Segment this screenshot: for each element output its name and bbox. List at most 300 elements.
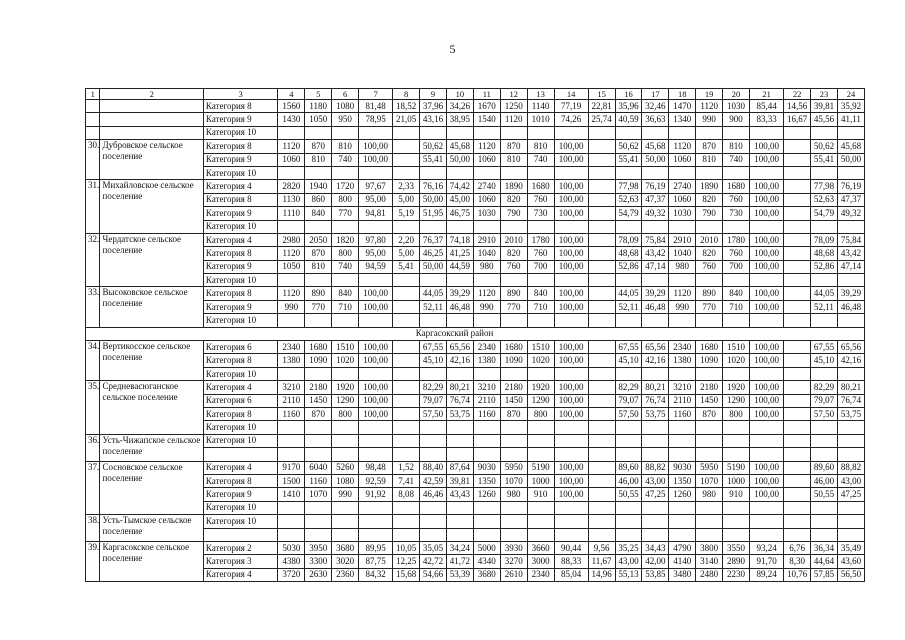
value-cell: 760 bbox=[696, 260, 723, 273]
value-cell: 45,10 bbox=[811, 354, 838, 367]
value-cell: 55,41 bbox=[420, 153, 447, 166]
value-cell: 46,00 bbox=[615, 474, 642, 487]
value-cell: 1160 bbox=[669, 407, 696, 420]
value-cell: 77,19 bbox=[554, 100, 588, 113]
value-cell: 80,21 bbox=[446, 381, 473, 394]
table-row bbox=[86, 140, 865, 153]
value-cell bbox=[642, 528, 669, 541]
value-cell: 100,00 bbox=[359, 287, 393, 300]
value-cell: 2740 bbox=[473, 180, 500, 193]
value-cell: 81,48 bbox=[359, 100, 393, 113]
category-cell: Категория 10 bbox=[203, 421, 277, 434]
value-cell bbox=[86, 113, 100, 126]
value-cell: 1060 bbox=[669, 193, 696, 206]
value-cell: 12,25 bbox=[393, 555, 420, 568]
value-cell: 890 bbox=[305, 287, 332, 300]
value-cell: 45,68 bbox=[642, 140, 669, 153]
value-cell: 46,00 bbox=[811, 474, 838, 487]
value-cell: 3550 bbox=[723, 541, 750, 554]
value-cell bbox=[332, 528, 359, 541]
value-cell bbox=[554, 367, 588, 380]
value-cell: 1070 bbox=[500, 474, 527, 487]
value-cell: 1450 bbox=[696, 394, 723, 407]
value-cell bbox=[669, 367, 696, 380]
value-cell: 810 bbox=[500, 153, 527, 166]
value-cell: 46,25 bbox=[420, 247, 447, 260]
value-cell: 25,74 bbox=[588, 113, 615, 126]
value-cell bbox=[473, 448, 500, 461]
value-cell bbox=[811, 421, 838, 434]
table-row bbox=[86, 541, 865, 554]
value-cell: 100,00 bbox=[554, 207, 588, 220]
value-cell bbox=[305, 448, 332, 461]
value-cell bbox=[554, 421, 588, 434]
value-cell bbox=[278, 434, 305, 447]
value-cell: 100,00 bbox=[554, 394, 588, 407]
value-cell bbox=[420, 448, 447, 461]
value-cell bbox=[332, 515, 359, 528]
value-cell bbox=[527, 448, 554, 461]
value-cell: 39,29 bbox=[642, 287, 669, 300]
value-cell bbox=[305, 166, 332, 179]
value-cell: 79,07 bbox=[615, 394, 642, 407]
page-number: 5 bbox=[449, 42, 456, 56]
value-cell: 5000 bbox=[473, 541, 500, 554]
value-cell bbox=[420, 421, 447, 434]
value-cell: 910 bbox=[723, 488, 750, 501]
value-cell: 2630 bbox=[305, 568, 332, 581]
value-cell: 6,76 bbox=[784, 541, 811, 554]
value-cell: 43,42 bbox=[642, 247, 669, 260]
value-cell bbox=[615, 515, 642, 528]
value-cell: 760 bbox=[500, 260, 527, 273]
value-cell: 1380 bbox=[669, 354, 696, 367]
value-cell bbox=[750, 314, 784, 327]
table-row bbox=[86, 515, 865, 528]
value-cell: 800 bbox=[723, 407, 750, 420]
value-cell bbox=[393, 367, 420, 380]
value-cell: 1080 bbox=[332, 100, 359, 113]
value-cell: 1020 bbox=[332, 354, 359, 367]
value-cell: 1090 bbox=[305, 354, 332, 367]
column-number: 17 bbox=[642, 89, 669, 100]
value-cell: 990 bbox=[696, 113, 723, 126]
value-cell: 76,16 bbox=[420, 180, 447, 193]
value-cell bbox=[420, 528, 447, 541]
value-cell: 100,00 bbox=[554, 180, 588, 193]
settlement-name: Сосновское сельское поселение bbox=[100, 461, 203, 515]
value-cell: 1000 bbox=[527, 474, 554, 487]
value-cell: 46,75 bbox=[446, 207, 473, 220]
value-cell: 52,11 bbox=[420, 300, 447, 313]
value-cell bbox=[393, 515, 420, 528]
column-number-header bbox=[86, 89, 865, 100]
value-cell bbox=[332, 448, 359, 461]
data-table bbox=[85, 88, 865, 582]
value-cell: 100,00 bbox=[554, 300, 588, 313]
value-cell bbox=[393, 153, 420, 166]
value-cell: 77,98 bbox=[811, 180, 838, 193]
value-cell: 10,76 bbox=[784, 568, 811, 581]
value-cell: 55,13 bbox=[615, 568, 642, 581]
value-cell: 42,00 bbox=[642, 555, 669, 568]
value-cell: 100,00 bbox=[750, 381, 784, 394]
value-cell: 15,68 bbox=[393, 568, 420, 581]
value-cell bbox=[588, 140, 615, 153]
value-cell: 39,29 bbox=[837, 287, 864, 300]
value-cell: 990 bbox=[473, 300, 500, 313]
value-cell bbox=[615, 367, 642, 380]
column-number: 20 bbox=[723, 89, 750, 100]
value-cell bbox=[527, 274, 554, 287]
value-cell: 1030 bbox=[723, 100, 750, 113]
value-cell bbox=[588, 515, 615, 528]
value-cell: 100,00 bbox=[359, 354, 393, 367]
value-cell: 45,00 bbox=[446, 193, 473, 206]
value-cell: 1070 bbox=[305, 488, 332, 501]
value-cell: 8,30 bbox=[784, 555, 811, 568]
value-cell bbox=[446, 448, 473, 461]
value-cell: 3480 bbox=[669, 568, 696, 581]
value-cell: 45,68 bbox=[446, 140, 473, 153]
value-cell: 1560 bbox=[278, 100, 305, 113]
value-cell bbox=[837, 367, 864, 380]
value-cell: 1120 bbox=[669, 287, 696, 300]
value-cell bbox=[642, 367, 669, 380]
value-cell bbox=[642, 421, 669, 434]
table-row bbox=[86, 341, 865, 354]
value-cell bbox=[278, 528, 305, 541]
value-cell: 1540 bbox=[473, 113, 500, 126]
value-cell: 52,63 bbox=[811, 193, 838, 206]
value-cell: 870 bbox=[305, 247, 332, 260]
value-cell: 3680 bbox=[473, 568, 500, 581]
value-cell: 2610 bbox=[500, 568, 527, 581]
settlement-name: Дубровское сельское поселение bbox=[100, 140, 203, 180]
value-cell bbox=[446, 434, 473, 447]
settlement-number: 31. bbox=[86, 180, 100, 234]
value-cell bbox=[615, 274, 642, 287]
value-cell: 47,25 bbox=[837, 488, 864, 501]
value-cell bbox=[837, 448, 864, 461]
value-cell: 2340 bbox=[527, 568, 554, 581]
value-cell: 76,74 bbox=[642, 394, 669, 407]
value-cell: 760 bbox=[723, 193, 750, 206]
value-cell: 2820 bbox=[278, 180, 305, 193]
value-cell: 4340 bbox=[473, 555, 500, 568]
value-cell: 4380 bbox=[278, 555, 305, 568]
value-cell: 49,32 bbox=[642, 207, 669, 220]
value-cell: 100,00 bbox=[750, 260, 784, 273]
value-cell: 1430 bbox=[278, 113, 305, 126]
value-cell: 840 bbox=[305, 207, 332, 220]
value-cell bbox=[500, 367, 527, 380]
value-cell: 3720 bbox=[278, 568, 305, 581]
value-cell bbox=[527, 421, 554, 434]
value-cell: 91,92 bbox=[359, 488, 393, 501]
value-cell bbox=[615, 448, 642, 461]
value-cell bbox=[420, 434, 447, 447]
category-cell: Категория 8 bbox=[203, 354, 277, 367]
value-cell: 840 bbox=[332, 287, 359, 300]
value-cell bbox=[332, 434, 359, 447]
value-cell: 47,37 bbox=[642, 193, 669, 206]
value-cell: 65,56 bbox=[446, 341, 473, 354]
value-cell: 80,21 bbox=[837, 381, 864, 394]
value-cell bbox=[750, 448, 784, 461]
value-cell bbox=[100, 100, 203, 113]
value-cell: 42,16 bbox=[642, 354, 669, 367]
value-cell: 87,75 bbox=[359, 555, 393, 568]
value-cell bbox=[393, 528, 420, 541]
column-number: 18 bbox=[669, 89, 696, 100]
value-cell bbox=[500, 421, 527, 434]
value-cell bbox=[588, 528, 615, 541]
value-cell: 910 bbox=[527, 488, 554, 501]
value-cell bbox=[696, 314, 723, 327]
settlement-name: Вертикосское сельское поселение bbox=[100, 341, 203, 381]
value-cell bbox=[393, 314, 420, 327]
value-cell bbox=[811, 126, 838, 139]
value-cell: 810 bbox=[305, 260, 332, 273]
value-cell: 980 bbox=[696, 488, 723, 501]
value-cell: 11,67 bbox=[588, 555, 615, 568]
value-cell: 45,56 bbox=[811, 113, 838, 126]
value-cell: 1030 bbox=[669, 207, 696, 220]
column-number: 24 bbox=[837, 89, 864, 100]
value-cell bbox=[669, 314, 696, 327]
value-cell: 49,32 bbox=[837, 207, 864, 220]
value-cell bbox=[588, 394, 615, 407]
value-cell bbox=[784, 367, 811, 380]
value-cell: 870 bbox=[305, 407, 332, 420]
value-cell: 67,55 bbox=[420, 341, 447, 354]
value-cell bbox=[588, 287, 615, 300]
value-cell: 57,50 bbox=[420, 407, 447, 420]
value-cell: 5950 bbox=[696, 461, 723, 474]
value-cell: 3210 bbox=[669, 381, 696, 394]
value-cell: 46,46 bbox=[420, 488, 447, 501]
value-cell: 100,00 bbox=[554, 233, 588, 246]
value-cell: 75,84 bbox=[642, 233, 669, 246]
value-cell: 1920 bbox=[527, 381, 554, 394]
value-cell bbox=[750, 166, 784, 179]
value-cell: 990 bbox=[332, 488, 359, 501]
value-cell bbox=[784, 488, 811, 501]
value-cell bbox=[784, 354, 811, 367]
value-cell: 2,33 bbox=[393, 180, 420, 193]
value-cell bbox=[811, 528, 838, 541]
value-cell bbox=[527, 314, 554, 327]
category-cell bbox=[203, 448, 277, 461]
value-cell bbox=[554, 126, 588, 139]
value-cell: 1020 bbox=[723, 354, 750, 367]
value-cell: 100,00 bbox=[750, 394, 784, 407]
value-cell: 78,09 bbox=[811, 233, 838, 246]
value-cell: 2910 bbox=[473, 233, 500, 246]
value-cell bbox=[588, 381, 615, 394]
value-cell: 35,05 bbox=[420, 541, 447, 554]
value-cell: 57,85 bbox=[811, 568, 838, 581]
value-cell bbox=[500, 314, 527, 327]
value-cell bbox=[696, 501, 723, 514]
value-cell bbox=[615, 528, 642, 541]
value-cell: 35,96 bbox=[615, 100, 642, 113]
value-cell bbox=[642, 314, 669, 327]
value-cell bbox=[554, 314, 588, 327]
value-cell: 1890 bbox=[500, 180, 527, 193]
value-cell: 810 bbox=[305, 153, 332, 166]
value-cell bbox=[723, 528, 750, 541]
value-cell bbox=[446, 501, 473, 514]
value-cell bbox=[669, 501, 696, 514]
value-cell bbox=[588, 448, 615, 461]
value-cell: 100,00 bbox=[750, 233, 784, 246]
value-cell bbox=[642, 274, 669, 287]
value-cell bbox=[446, 166, 473, 179]
category-cell: Категория 2 bbox=[203, 541, 277, 554]
value-cell: 88,40 bbox=[420, 461, 447, 474]
category-cell: Категория 8 bbox=[203, 193, 277, 206]
value-cell bbox=[696, 528, 723, 541]
value-cell bbox=[588, 153, 615, 166]
value-cell bbox=[784, 421, 811, 434]
value-cell: 1030 bbox=[473, 207, 500, 220]
value-cell: 1040 bbox=[473, 247, 500, 260]
value-cell: 53,75 bbox=[642, 407, 669, 420]
column-number: 16 bbox=[615, 89, 642, 100]
column-number: 6 bbox=[332, 89, 359, 100]
category-cell: Категория 4 bbox=[203, 381, 277, 394]
value-cell: 1060 bbox=[669, 153, 696, 166]
value-cell: 810 bbox=[723, 140, 750, 153]
column-number: 7 bbox=[359, 89, 393, 100]
value-cell: 1120 bbox=[696, 100, 723, 113]
value-cell: 2360 bbox=[332, 568, 359, 581]
value-cell: 51,95 bbox=[420, 207, 447, 220]
value-cell bbox=[588, 166, 615, 179]
value-cell: 100,00 bbox=[554, 193, 588, 206]
value-cell: 700 bbox=[527, 260, 554, 273]
value-cell bbox=[420, 314, 447, 327]
value-cell bbox=[784, 247, 811, 260]
value-cell bbox=[750, 421, 784, 434]
value-cell bbox=[500, 166, 527, 179]
value-cell bbox=[696, 367, 723, 380]
value-cell bbox=[278, 274, 305, 287]
value-cell: 45,10 bbox=[615, 354, 642, 367]
value-cell: 820 bbox=[500, 193, 527, 206]
value-cell bbox=[393, 126, 420, 139]
value-cell: 43,00 bbox=[837, 474, 864, 487]
value-cell bbox=[393, 220, 420, 233]
value-cell bbox=[784, 166, 811, 179]
value-cell bbox=[527, 434, 554, 447]
value-cell bbox=[784, 300, 811, 313]
value-cell bbox=[500, 515, 527, 528]
value-cell: 2110 bbox=[278, 394, 305, 407]
value-cell bbox=[723, 515, 750, 528]
value-cell bbox=[588, 126, 615, 139]
value-cell bbox=[750, 274, 784, 287]
value-cell bbox=[784, 180, 811, 193]
category-cell: Категория 8 bbox=[203, 140, 277, 153]
value-cell: 45,68 bbox=[837, 140, 864, 153]
value-cell: 52,86 bbox=[615, 260, 642, 273]
value-cell bbox=[588, 488, 615, 501]
value-cell: 36,63 bbox=[642, 113, 669, 126]
value-cell: 980 bbox=[669, 260, 696, 273]
value-cell: 9170 bbox=[278, 461, 305, 474]
value-cell: 5030 bbox=[278, 541, 305, 554]
value-cell: 5,00 bbox=[393, 193, 420, 206]
region-label-text: Каргасокский район bbox=[415, 328, 494, 339]
settlement-number: 33. bbox=[86, 287, 100, 327]
value-cell bbox=[500, 434, 527, 447]
value-cell bbox=[669, 126, 696, 139]
value-cell: 870 bbox=[500, 140, 527, 153]
value-cell bbox=[784, 140, 811, 153]
value-cell: 44,64 bbox=[811, 555, 838, 568]
value-cell: 77,98 bbox=[615, 180, 642, 193]
value-cell: 5,41 bbox=[393, 260, 420, 273]
value-cell: 2980 bbox=[278, 233, 305, 246]
column-number: 1 bbox=[86, 89, 100, 100]
value-cell: 790 bbox=[696, 207, 723, 220]
value-cell bbox=[696, 421, 723, 434]
value-cell bbox=[446, 220, 473, 233]
value-cell: 100,00 bbox=[359, 381, 393, 394]
value-cell: 1050 bbox=[278, 260, 305, 273]
value-cell: 800 bbox=[332, 193, 359, 206]
value-cell: 100,00 bbox=[750, 207, 784, 220]
value-cell bbox=[359, 126, 393, 139]
value-cell bbox=[393, 140, 420, 153]
value-cell: 97,80 bbox=[359, 233, 393, 246]
value-cell: 900 bbox=[723, 113, 750, 126]
value-cell: 55,41 bbox=[615, 153, 642, 166]
value-cell: 32,46 bbox=[642, 100, 669, 113]
category-cell: Категория 8 bbox=[203, 247, 277, 260]
value-cell bbox=[305, 367, 332, 380]
value-cell bbox=[811, 314, 838, 327]
value-cell: 50,00 bbox=[420, 260, 447, 273]
value-cell bbox=[750, 528, 784, 541]
category-cell: Категория 10 bbox=[203, 314, 277, 327]
value-cell bbox=[332, 274, 359, 287]
value-cell bbox=[837, 421, 864, 434]
value-cell: 1120 bbox=[669, 140, 696, 153]
value-cell: 1070 bbox=[696, 474, 723, 487]
value-cell bbox=[784, 434, 811, 447]
value-cell bbox=[615, 220, 642, 233]
value-cell bbox=[393, 341, 420, 354]
value-cell: 2480 bbox=[696, 568, 723, 581]
value-cell bbox=[446, 515, 473, 528]
column-number: 19 bbox=[696, 89, 723, 100]
value-cell: 1670 bbox=[473, 100, 500, 113]
value-cell bbox=[393, 394, 420, 407]
value-cell bbox=[588, 260, 615, 273]
value-cell: 950 bbox=[332, 113, 359, 126]
value-cell: 87,64 bbox=[446, 461, 473, 474]
value-cell bbox=[669, 166, 696, 179]
value-cell: 100,00 bbox=[359, 153, 393, 166]
value-cell bbox=[554, 515, 588, 528]
value-cell: 1180 bbox=[305, 100, 332, 113]
value-cell bbox=[588, 354, 615, 367]
value-cell: 1120 bbox=[500, 113, 527, 126]
